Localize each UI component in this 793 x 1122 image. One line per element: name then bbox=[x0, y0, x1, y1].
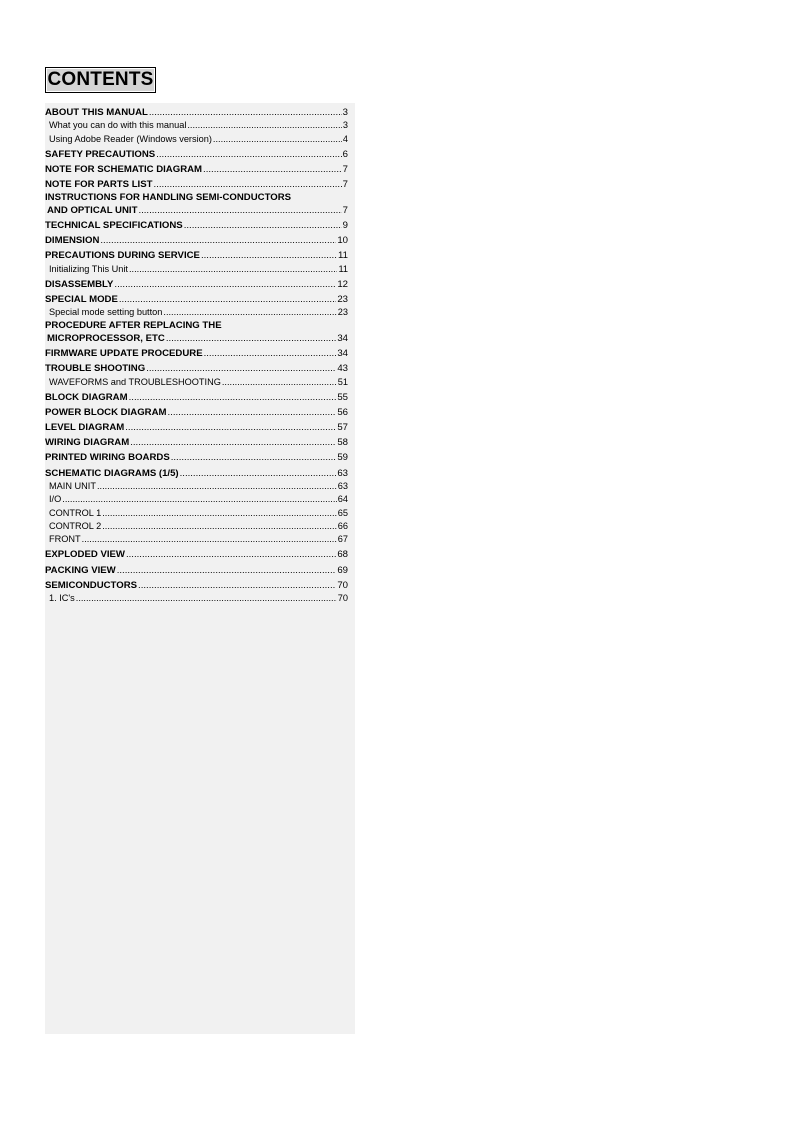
toc-entry-label: SPECIAL MODE bbox=[45, 294, 118, 306]
toc-entry-label: Initializing This Unit bbox=[49, 263, 128, 274]
dot-leader bbox=[119, 294, 336, 305]
toc-entry[interactable] bbox=[45, 261, 348, 274]
toc-entry-label: SCHEMATIC DIAGRAMS (1/5) bbox=[45, 467, 179, 479]
toc-entry-label: TROUBLE SHOOTING bbox=[45, 363, 146, 375]
toc-entry[interactable] bbox=[45, 374, 348, 387]
toc-entry-page-number: 12 bbox=[337, 278, 348, 290]
toc-entry-label: PRECAUTIONS DURING SERVICE bbox=[45, 250, 200, 262]
dot-leader bbox=[168, 407, 337, 418]
toc-entry-label: ABOUT THIS MANUAL bbox=[45, 107, 148, 119]
dot-leader bbox=[204, 348, 337, 359]
toc-entry[interactable] bbox=[45, 519, 348, 532]
dot-leader bbox=[184, 220, 342, 231]
dot-leader bbox=[187, 120, 342, 131]
toc-entry[interactable] bbox=[45, 216, 348, 231]
toc-entry-label: Using Adobe Reader (Windows version) bbox=[49, 133, 212, 144]
toc-entry-page-number: 63 bbox=[337, 467, 348, 479]
page-title: CONTENTS bbox=[47, 69, 154, 90]
toc-entry-label: DISASSEMBLY bbox=[45, 278, 114, 290]
toc-entry[interactable] bbox=[45, 275, 348, 290]
dot-leader bbox=[138, 580, 336, 591]
dot-leader bbox=[129, 264, 337, 275]
toc-entry-page-number: 11 bbox=[338, 250, 348, 262]
toc-entry[interactable] bbox=[45, 190, 348, 216]
toc-entry-label: LEVEL DIAGRAM bbox=[45, 422, 125, 434]
toc-entry-page-number: 4 bbox=[342, 133, 348, 144]
toc-entry-page-number: 70 bbox=[337, 579, 348, 591]
toc-entry-page-number: 34 bbox=[337, 332, 348, 344]
toc-entry-page-number: 59 bbox=[337, 452, 348, 464]
dot-leader bbox=[100, 235, 336, 246]
dot-leader bbox=[222, 377, 337, 388]
toc-entry-page-number: 69 bbox=[337, 564, 348, 576]
toc-entry[interactable] bbox=[45, 388, 348, 403]
toc-entry[interactable] bbox=[45, 145, 348, 160]
contents-title-box bbox=[45, 67, 156, 93]
toc-entry-page-number: 63 bbox=[337, 480, 348, 491]
toc-entry[interactable] bbox=[45, 545, 348, 560]
dot-leader bbox=[102, 521, 337, 532]
toc-entry-label: WIRING DIAGRAM bbox=[45, 437, 130, 449]
toc-entry[interactable] bbox=[45, 103, 348, 118]
toc-entry[interactable] bbox=[45, 344, 348, 359]
toc-entry-page-number: 3 bbox=[342, 120, 348, 131]
toc-entry-page-number: 57 bbox=[337, 422, 348, 434]
toc-entry-label: 1. IC's bbox=[49, 593, 75, 604]
dot-leader bbox=[201, 250, 337, 261]
dot-leader bbox=[146, 363, 336, 374]
dot-leader bbox=[126, 549, 336, 560]
toc-entry-label: PROCEDURE AFTER REPLACING THE bbox=[45, 320, 222, 332]
toc-entry-label: INSTRUCTIONS FOR HANDLING SEMI-CONDUCTORS bbox=[45, 192, 292, 204]
toc-entry[interactable] bbox=[45, 305, 348, 318]
toc-entry[interactable] bbox=[45, 448, 348, 463]
toc-entry-page-number: 9 bbox=[342, 220, 348, 232]
toc-entry-label: WAVEFORMS and TROUBLESHOOTING bbox=[49, 376, 221, 387]
toc-entry-label: MAIN UNIT bbox=[49, 480, 96, 491]
toc-entry-label: SAFETY PRECAUTIONS bbox=[45, 148, 156, 160]
toc-entry-page-number: 11 bbox=[338, 263, 348, 274]
toc-entry[interactable] bbox=[45, 318, 348, 344]
toc-entry-page-number: 58 bbox=[337, 437, 348, 449]
dot-leader bbox=[102, 508, 337, 519]
dot-leader bbox=[114, 279, 336, 290]
dot-leader bbox=[129, 392, 337, 403]
toc-entry-label-continued: MICROPROCESSOR, ETC bbox=[47, 332, 165, 344]
dot-leader bbox=[138, 205, 341, 216]
toc-entry-label: Special mode setting button bbox=[49, 307, 163, 318]
toc-entry-page-number: 55 bbox=[337, 391, 348, 403]
toc-entry-page-number: 34 bbox=[337, 348, 348, 360]
toc-entry[interactable] bbox=[45, 463, 348, 478]
toc-entry-label: I/O bbox=[49, 494, 62, 505]
dot-leader bbox=[156, 149, 341, 160]
dot-leader bbox=[163, 307, 336, 318]
toc-entry-label: TECHNICAL SPECIFICATIONS bbox=[45, 220, 183, 232]
toc-entry[interactable] bbox=[45, 403, 348, 418]
dot-leader bbox=[213, 134, 342, 145]
toc-entry-label: NOTE FOR SCHEMATIC DIAGRAM bbox=[45, 164, 203, 176]
toc-entry[interactable] bbox=[45, 231, 348, 246]
toc-entry[interactable] bbox=[45, 591, 348, 604]
toc-entry-label: BLOCK DIAGRAM bbox=[45, 391, 128, 403]
toc-entry-page-number: 7 bbox=[342, 179, 348, 191]
dot-leader bbox=[166, 333, 337, 344]
toc-entry-page-number: 3 bbox=[342, 107, 348, 119]
dot-leader bbox=[117, 565, 337, 576]
toc-entry-page-number: 66 bbox=[337, 520, 348, 531]
toc-entry-label-continued: AND OPTICAL UNIT bbox=[47, 204, 138, 216]
toc-entry[interactable] bbox=[45, 479, 348, 492]
dot-leader bbox=[82, 534, 337, 545]
toc-entry-page-number: 70 bbox=[337, 593, 348, 604]
toc-entry[interactable] bbox=[45, 175, 348, 190]
toc-entry-label: What you can do with this manual bbox=[49, 120, 187, 131]
toc-entry-label: NOTE FOR PARTS LIST bbox=[45, 179, 153, 191]
toc-entry[interactable] bbox=[45, 576, 348, 591]
toc-entry-page-number: 67 bbox=[337, 534, 348, 545]
dot-leader bbox=[180, 468, 337, 479]
toc-entry[interactable] bbox=[45, 359, 348, 374]
toc-entry[interactable] bbox=[45, 560, 348, 575]
toc-entry[interactable] bbox=[45, 131, 348, 144]
toc-entry-label: SEMICONDUCTORS bbox=[45, 579, 138, 591]
toc-entry-label: CONTROL 1 bbox=[49, 507, 102, 518]
dot-leader bbox=[125, 422, 336, 433]
toc-entry[interactable] bbox=[45, 532, 348, 545]
dot-leader bbox=[149, 107, 342, 118]
toc-entry[interactable] bbox=[45, 118, 348, 131]
toc-entry[interactable] bbox=[45, 492, 348, 505]
toc-entry-label: FIRMWARE UPDATE PROCEDURE bbox=[45, 348, 203, 360]
toc-entry-page-number: 43 bbox=[337, 363, 348, 375]
toc-entry-page-number: 56 bbox=[337, 406, 348, 418]
toc-entry-label: POWER BLOCK DIAGRAM bbox=[45, 406, 167, 418]
toc-entry-page-number: 68 bbox=[337, 549, 348, 561]
toc-entry-label: PACKING VIEW bbox=[45, 564, 116, 576]
toc-entry-page-number: 6 bbox=[342, 148, 348, 160]
toc-entry[interactable] bbox=[45, 433, 348, 448]
dot-leader bbox=[97, 481, 337, 492]
toc-entry-page-number: 51 bbox=[337, 376, 348, 387]
dot-leader bbox=[153, 179, 341, 190]
toc-entry-page-number: 64 bbox=[337, 494, 348, 505]
toc-entry-label: FRONT bbox=[49, 534, 81, 545]
dot-leader bbox=[203, 164, 342, 175]
toc-entry-page-number: 23 bbox=[337, 307, 348, 318]
toc-entry-label: PRINTED WIRING BOARDS bbox=[45, 452, 170, 464]
toc-entry-page-number: 7 bbox=[342, 164, 348, 176]
toc-entry-page-number: 65 bbox=[337, 507, 348, 518]
toc-entry[interactable] bbox=[45, 290, 348, 305]
toc-entry-page-number: 23 bbox=[337, 294, 348, 306]
dot-leader bbox=[62, 494, 337, 505]
toc-entry[interactable] bbox=[45, 160, 348, 175]
toc-entry[interactable] bbox=[45, 505, 348, 518]
table-of-contents bbox=[45, 103, 348, 604]
toc-entry-label: EXPLODED VIEW bbox=[45, 549, 125, 561]
dot-leader bbox=[130, 437, 336, 448]
dot-leader bbox=[76, 593, 337, 604]
toc-entry-page-number: 10 bbox=[337, 235, 348, 247]
toc-entry-label: DIMENSION bbox=[45, 235, 100, 247]
toc-entry[interactable] bbox=[45, 418, 348, 433]
toc-entry[interactable] bbox=[45, 246, 348, 261]
toc-entry-label: CONTROL 2 bbox=[49, 520, 102, 531]
toc-entry-page-number: 7 bbox=[342, 204, 348, 216]
dot-leader bbox=[171, 452, 337, 463]
